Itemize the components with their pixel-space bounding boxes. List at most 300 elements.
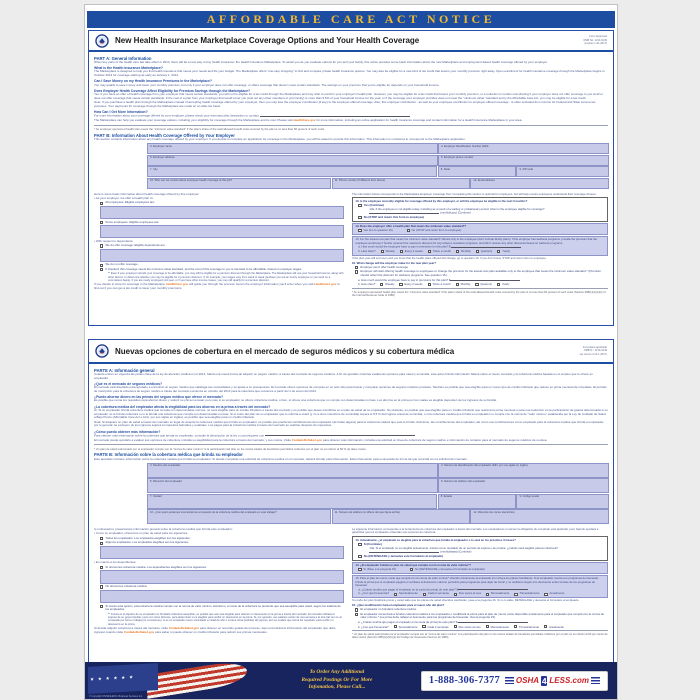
phone-number: 1-888-306-7377 [428, 675, 500, 686]
field-label: 11. Phone number (if different from above) [334, 179, 386, 183]
checkbox-monthly[interactable] [456, 283, 459, 286]
text: to find out if you can get a tax credit to lower your monthly premiums. [94, 282, 340, 291]
freq-option [486, 592, 509, 595]
order-call-line: Infomation, Please Call... [308, 684, 366, 691]
q16b-row [358, 625, 608, 629]
subheading-cobertura-empleador: ¿La cobertura médica del empleador afecta la elegibilidad para los ahorros en la prima a través del mercado? [94, 404, 271, 409]
english-header [89, 31, 613, 52]
checkbox-label: If checked, this coverage meets the minimum value standard, and the cost of this coverage to you is intended to be affordable, based on employer wages. [105, 266, 303, 271]
part-b-intro: This section contains information about any health coverage offered by your employer. If you decide to complete an application for coverage in the Marketplace, you will be asked to provide this information. This information is numbered to correspond to the Marketplace application. [94, 137, 466, 142]
text: will guide you through the process. Here's the employer information you'll enter when you visit [189, 282, 314, 287]
freq-option [497, 282, 510, 286]
english-section [88, 30, 614, 326]
question-13: 13. Actualmente, ¿el empleado es elegible para la cobertura que brinda el empleador o lo será en los próximos 3 meses? [355, 537, 516, 542]
question-15-box [352, 236, 608, 256]
text: El mercado puede ayudarlo a evaluar sus opciones de cobertura, incluida su elegibilidad para la cobertura a través del mercado, y sus costos. Visite [94, 437, 292, 442]
field-employer-address[interactable] [147, 478, 438, 493]
dependents-line: • With respect to dependents: [94, 238, 134, 243]
question-16-block [352, 261, 608, 286]
field-label: 10. Who can we contact about employee health coverage at this job? [150, 179, 233, 183]
left-column-es [94, 528, 344, 640]
checkbox-row-minimum-value [100, 268, 344, 271]
freq-option [381, 250, 395, 253]
omb-number: OMB No. 1210-0149 [583, 38, 607, 42]
cuidadodesalud-gov-link[interactable]: CuidadoDeSalud.gov [168, 626, 200, 631]
checkbox-some-employees[interactable] [100, 542, 103, 545]
q14-yes-option [358, 568, 396, 571]
premium-amount-blank[interactable] [458, 621, 528, 624]
parte-a-spanish [89, 364, 613, 461]
form-approval-block [583, 35, 607, 45]
checkbox-quarterly[interactable] [514, 625, 517, 628]
cuidadodesalud-gov-link[interactable]: CuidadoDeSalud.gov [124, 629, 155, 634]
field-label: 4. Employer Identification Number (EIN) [440, 144, 489, 148]
q13a-date-blank[interactable] [369, 550, 439, 553]
footer-bar [85, 662, 617, 699]
checkbox-quarterly[interactable] [475, 283, 478, 286]
field-label: 9. Código postal [519, 495, 539, 499]
q13a-date-blank[interactable] [369, 211, 439, 214]
checkbox-every-2-weeks[interactable] [422, 625, 425, 628]
question-14-box [352, 223, 608, 235]
note-paragraph: Nota: Si adquiere un plan de salud a través del mercado en lugar de aceptar la cobertura médica que brinda su empleador, es posible que pierda las contribuciones del empleador (de haber alguna) para la cobertura médica que este le brinda. Asimismo, las contribuciones del empleador, así como sus contribuciones como empleado para la cobertura médica que brinda el empleador, por lo general, se excluyen de los ingresos sujetos a impuestos federales y estatales. Los pagos para la cobertura médica a través del mercado se realizan después de impuestos. [94, 419, 605, 428]
plan-year-note: Si el año del plan finalizará pronto y usted sabe que los planes de salud ofrecidos cambiarán, pase a la pregunta 16. Si no lo sabe, DETÉNGASE y devuelva el formulario al empleado. [352, 598, 580, 603]
checkbox-q14-no[interactable] [410, 568, 413, 571]
question-15: 15. For the lowest-cost plan that meets the minimum value standard* offered only to the employee (don't include family plans): If the employer has wellness programs, provide the premium that the employee would pay if he/she received the maximum discount for any tobacco cessation programs, and didn't receive any other discounts based on wellness programs. [355, 237, 597, 245]
checkbox-dep-offer[interactable] [100, 566, 103, 569]
option-label: Yes (Continue) [363, 202, 385, 207]
logo-bars-icon [505, 677, 514, 684]
text: for more information, including an online application for health insurance coverage and contact information for a Health Insurance Marketplace in your area. [316, 118, 523, 123]
expires-line: (expires 1-31-2017) [584, 42, 607, 46]
premium-amount-blank[interactable] [451, 245, 521, 248]
q16-option-2 [355, 613, 608, 620]
text: para obtener más información, incluida una solicitud en línea de cobertura de seguro médico e información de contacto para el mercado de seguros médicos de su área. [322, 437, 548, 442]
field-state[interactable] [438, 166, 516, 177]
field-zip[interactable] [516, 166, 608, 177]
field-employer-address[interactable] [147, 155, 438, 166]
osha4less-logo [505, 676, 600, 686]
freq-option [399, 282, 422, 286]
freq-option [486, 625, 509, 629]
field-email[interactable] [470, 178, 608, 189]
checkbox-weekly[interactable] [380, 283, 383, 286]
field-state[interactable] [438, 494, 516, 509]
option-label: Quarterly [480, 249, 493, 253]
q13a-block [369, 208, 604, 215]
divider [94, 444, 608, 445]
healthcare-gov-link[interactable]: HealthCare.gov [166, 282, 189, 287]
checkbox-dep-offer[interactable] [100, 244, 103, 247]
field-contact-phone[interactable] [332, 178, 470, 189]
text: b. ¿Con qué frecuencia? [358, 624, 389, 629]
freq-option [380, 282, 394, 286]
option-label: Sí (Pase a la pregunta 15) [363, 567, 397, 572]
text: para saber si puede obtener un crédito tributario para reducir sus primas mensuales. [155, 629, 268, 634]
text: The Marketplace can help you evaluate your coverage options, including your eligibility for coverage through the Marketplace and its cost. Please visit [94, 118, 293, 123]
field-label: 6. Employer phone number [440, 156, 474, 160]
field-label: 5. Employer address [150, 156, 175, 160]
q13-no-row [358, 216, 604, 219]
dependents-line: • En cuanto a los dependientes: [94, 559, 137, 564]
q14-yes-option [358, 229, 392, 232]
checkbox-monthly[interactable] [456, 250, 459, 253]
option-label: Yearly [501, 282, 510, 287]
checkbox-quarterly[interactable] [514, 593, 517, 596]
field-ein[interactable] [438, 143, 609, 154]
q14-no-option [407, 229, 462, 232]
checkbox-q14-yes[interactable] [358, 229, 361, 232]
field-label: 7. City [150, 167, 158, 171]
freq-option [428, 282, 451, 286]
order-call-line: Required Postings Or For More [301, 676, 373, 683]
paragraph: The Marketplace is designed to help you find health insurance that meets your needs and fits your budget. The Marketplace offers "one-stop shopping" to find and compare private health insurance options. You may also be eligible for a new kind of tax credit that lowers your monthly premium right away. Open enrollment for health insurance coverage through the Marketplace begins in October 2013 for coverage starting as early as January 1, 2014. [94, 69, 605, 78]
form-approved-line: Formulario aprobado [582, 345, 607, 349]
table-row [147, 143, 609, 154]
option-label: Yearly [502, 249, 510, 253]
field-contact[interactable] [147, 178, 331, 189]
text: Si decide adquirir cobertura a través del mercado, visite [94, 626, 169, 631]
q14-options [358, 229, 604, 232]
option-label: Quarterly [480, 282, 492, 287]
option-label: Employer will start offering health coverage to employees or change the premium for the lowest-cost plan available only to the employee that meets the minimum value standard.* (Premium should reflect the discount for wellness programs. See question 15.) [360, 269, 602, 277]
shop-note [94, 283, 344, 291]
checkbox-every-2-weeks[interactable] [399, 283, 402, 286]
checkbox-yearly[interactable] [544, 625, 547, 628]
checkbox-some-employees[interactable] [100, 221, 103, 224]
checkbox-twice-a-month[interactable] [454, 625, 457, 628]
text: (mm/dd/aaaa) (Continúe) [440, 549, 472, 554]
freq-option [497, 250, 510, 253]
checkbox-row-all-employees [100, 201, 344, 204]
healthcare-gov-link[interactable]: HealthCare.gov [293, 118, 316, 123]
freq-option [394, 592, 418, 595]
field-city[interactable] [147, 494, 437, 509]
coverage-tool-note: The information below corresponds to the Marketplace Employer Coverage Tool. Completing this section is optional for employers, but will help ensure employees understand their coverage choices. [352, 191, 597, 196]
checkbox-q13-yes[interactable] [358, 204, 361, 207]
premium-amount-blank[interactable] [458, 588, 528, 591]
checkbox-dep-none[interactable] [100, 264, 103, 267]
text: para obtener un recorrido guiado del proceso. Aquí encontrará la información del empleador que debe ingresar cuando visite [94, 626, 336, 634]
expires-line: (se vence el 31-1-2017) [579, 352, 607, 356]
q16a-row [358, 278, 608, 282]
checkbox-row-dep-offer [100, 566, 344, 569]
table-row [147, 154, 609, 165]
q15a-row [358, 588, 604, 592]
option-label: Sí (Continúe) [363, 541, 382, 546]
field-contact-phone[interactable] [332, 509, 470, 524]
checkbox-label: All employees. Eligible employees are: [105, 200, 155, 205]
checkbox-q16-no-coverage[interactable] [355, 608, 358, 611]
q16a-row [358, 620, 608, 624]
option-label: Anualmente [549, 591, 565, 596]
field-employer-name[interactable] [147, 463, 438, 478]
eligible-employees-textarea[interactable] [100, 206, 344, 219]
checkbox-twice-a-month[interactable] [428, 250, 431, 253]
logo-text: LESS.com [549, 676, 589, 685]
option-label: Monthly [460, 249, 471, 253]
text: 13a. Si el empleado no es elegible actualmente, incluso como resultado de un período de espera o de prueba, ¿cuándo será elegible para la cobertura? [369, 545, 558, 550]
minimum-value-note: * An employer-sponsored health plan meets the "minimum value standard" if the plan's share of the total allowed benefit costs covered by the plan is no less than 60 percent of such costs. [94, 127, 326, 132]
parte-a-intro: Cuando entren en vigencia las partes clave de la ley de atención médica en el 2014, habrá una nueva forma de adquirir un seguro médico: a través del mercado de seguros médicos. A fin de ayudarlo mientras evalúa las opciones para usted y su familia, este aviso brinda información básica sobre el nuevo mercado y la cobertura médica basada en el empleo que le ofrece su empleador. [94, 371, 593, 380]
spanish-section [88, 339, 614, 663]
english-title: New Health Insurance Marketplace Coverage Options and Your Health Coverage [115, 36, 420, 45]
divider [352, 288, 608, 289]
checkbox-twice-a-month[interactable] [428, 283, 431, 286]
healthcare-gov-link[interactable]: HealthCare.gov [314, 282, 337, 287]
eligible-employees-textarea[interactable] [100, 546, 344, 560]
q14-options [358, 568, 604, 571]
option-label: Monthly [460, 282, 471, 287]
subheading-employer-coverage: Does Employer Health Coverage Affect Eligibility for Premium Savings through the Marketplace? [94, 88, 251, 93]
order-call-line: To Order Any Additional [309, 669, 365, 676]
offer-line: • As your employer, we offer a health plan to: [94, 195, 154, 200]
affordability-footnote: ** Incluso si el objetivo de su empleador es brindarle cobertura asequible, es posible que aún sea elegible para obtener un descuento en la prima a través del mercado. El mercado utilizará el ingreso de su grupo familiar, junto con otros factores, para determinar si es elegible para recibir un descuento en la prima. Si, por ejemplo, sus salarios varían de una semana a la otra (tal vez es un empleado por hora o trabaja por comisiones), si es un empleado nuevo contratado a mitad de año o si tiene otras pérdidas de ingreso, aún es posible que reúna los requisitos para recibir un descuento en la prima. [108, 612, 343, 626]
eligible-employees-textarea[interactable] [100, 225, 344, 238]
q16b-row [358, 282, 608, 286]
text: If you decide to shop for coverage in the Marketplace, [94, 282, 166, 287]
checkbox-q13-no[interactable] [358, 555, 361, 558]
field-ein[interactable] [438, 463, 609, 478]
question-16: 16. ¿Qué modificación hará el empleador para el nuevo año del plan? [352, 603, 445, 608]
freq-option [423, 592, 449, 595]
freq-option [475, 282, 492, 286]
premium-amount-blank[interactable] [450, 278, 520, 281]
question-13-box [352, 536, 608, 560]
option-label: Weekly [385, 249, 395, 253]
parte-a-heading: PARTE A: Información general [94, 367, 155, 373]
question-16-block [352, 603, 608, 628]
divider [352, 630, 608, 631]
option-label: Yes (Go to question 15) [363, 228, 393, 233]
checkbox-every-2-weeks[interactable] [400, 250, 403, 253]
omb-number: OMB N.º 1210-0149 [583, 349, 607, 353]
table-row [147, 509, 609, 524]
eligible-dependents-textarea[interactable] [100, 249, 344, 262]
table-row [147, 166, 609, 177]
option-label: No (STOP and return form to employee) [411, 228, 462, 233]
eligible-dependents-textarea[interactable] [100, 570, 344, 584]
option-label: Twice a month [432, 282, 451, 287]
text: a. ¿Cuánto tendría que pagar el empleado en la cuota (la prima) de este plan? $ [358, 620, 458, 625]
checkbox-q16-change[interactable] [355, 613, 358, 616]
text: b. How often? [358, 282, 376, 287]
dol-seal-icon [95, 344, 109, 358]
parte-b-heading: PARTE B: Información sobre la cobertura médica que brinda su empleador [94, 452, 243, 458]
parte-b-columns-es [89, 526, 613, 640]
contact-write-in[interactable] [260, 114, 410, 117]
shop-note [94, 627, 344, 635]
basic-info-line: Here is some basic information about health coverage offered by this employer: [94, 191, 200, 196]
paragraph: El mercado está diseñado para ayudarlo a encontrar un seguro médico que satisfaga sus necesidades y se ajuste a su presupuesto. El mercado ofrece opciones de compras en un solo sitio para buscar y comparar opciones de seguros médicos privados. También es posible que sea elegible para un nuevo tipo de crédito tributario que reduce su prima mensual de inmediato. El período de inscripción para la cobertura de seguro médico a través del mercado comienza en octubre del 2013 para la cobertura que comience a partir del 1 de enero del 2014. [94, 385, 607, 393]
question-14-box [352, 562, 608, 574]
text: (mm/dd/yyyy) (Continue) [440, 210, 471, 215]
checkbox-row-dep-none [100, 585, 344, 588]
checkbox-twice-a-month[interactable] [454, 593, 457, 596]
checkbox-label: We do offer coverage. Eligible dependents are: [105, 243, 166, 248]
checkbox-minimum-value[interactable] [100, 268, 103, 271]
question-13: 13. Is the employee currently eligible for coverage offered by this employer, or will the employee be eligible in the next 3 months? [355, 198, 528, 203]
freq-option [476, 250, 493, 253]
checkbox-yearly[interactable] [497, 250, 500, 253]
text: a. How much would the employee have to pay in premiums for this plan? $ [358, 245, 451, 250]
part-a-english [89, 52, 613, 142]
field-label: 4. Número de identificación del empleador (EIN, por sus siglas en inglés) [440, 464, 528, 468]
option-label: Semanalmente [398, 624, 418, 629]
field-label: 11. Número de teléfono (si difiere del que figura arriba) [334, 510, 400, 514]
checkbox-label: Si marca esta opción, esta cobertura médica cumple con la norma de valor mínimo. Asimismo, el costo de la cobertura se pretende que sea asequible para usted, según los salarios de los empleados. [105, 603, 341, 612]
q16-option-2 [355, 270, 608, 277]
coverage-tool-note: La siguiente información corresponde a la herramienta de cobertura del empleador a través del mercado. Los empleadores no tienen la obligación de completar este apartado, pero hacerlo ayudará a garantizar que los empleados entiendan sus opciones de cobertura. [352, 527, 599, 535]
option-label: No (DETÉNGASE y devuelva el formulario al empleado) [415, 567, 485, 572]
checkbox-q16-change[interactable] [355, 270, 358, 273]
subheading-ahorrar: ¿Puedo ahorrar dinero en las primas del seguro médico que ofrece el mercado? [94, 395, 224, 400]
question-15: 15. Para el plan de menor costo que cumpla con la norma de valor mínimo* ofrecido únicamente al empleado (no incluya los planes familiares): Si el empleador cuenta con programas de bienestar, brinde la prima que el empleado pagaría si recibiera el descuento máximo permitido para programas para dejar de fumar y no recibiera ningún otro descuento sobre la base de los programas de bienestar. [355, 576, 599, 587]
notes-textarea[interactable] [100, 590, 344, 604]
checkbox-label: We do not offer coverage. [105, 262, 139, 267]
checkbox-row-minimum-value [100, 605, 344, 612]
table-row [147, 462, 609, 477]
checkbox-weekly[interactable] [394, 593, 397, 596]
cuidadodesalud-gov-link[interactable]: CuidadoDeSalud.gov [291, 437, 323, 442]
question-16: 16. What change will the employer make for the new plan year? [352, 261, 436, 266]
checkbox-row-some-employees [100, 221, 344, 224]
checkbox-monthly[interactable] [486, 625, 489, 628]
q14-no-option [410, 568, 485, 571]
checkbox-all-employees[interactable] [100, 537, 103, 540]
checkbox-dep-none[interactable] [100, 585, 103, 588]
freq-option [456, 250, 471, 253]
table-row [147, 493, 609, 508]
option-label: Every 2 weeks [404, 282, 423, 287]
checkbox-monthly[interactable] [486, 593, 489, 596]
freq-option [400, 250, 423, 253]
checkbox-q14-no[interactable] [407, 229, 410, 232]
employer-info-table-es [147, 462, 609, 524]
minimum-value-footnote: * Un plan de salud patrocinado por el empleador cumple con la "norma de valor mínimo" si la participación del plan en los costos totales de beneficios permitidos cubiertos por el plan no es inferior al 60 por ciento de tales costos (Sección 36B(c)(2)(C)(ii) del Código de Impuestos Internos de 1986). [352, 632, 608, 639]
marketplace-info-line [94, 439, 608, 443]
divider [94, 125, 608, 126]
part-a-intro: When key parts of the health care law take effect in 2014, there will be a new way to buy health insurance: the Health Insurance Marketplace. To assist you as you evaluate options for you and your family, this notice provides some basic information about the new Marketplace and employment-based health coverage offered by your employer. [94, 59, 548, 64]
checkbox-q13-no[interactable] [358, 216, 361, 219]
contact-write-in[interactable] [265, 434, 415, 437]
part-b-columns-en [89, 191, 613, 298]
field-zip[interactable] [516, 494, 608, 509]
right-column-en [352, 193, 608, 298]
checkbox-q13-yes[interactable] [358, 543, 361, 546]
option-label: Twice a month [432, 249, 451, 253]
field-label: 8. Estado [440, 495, 453, 499]
checkbox-minimum-value[interactable] [100, 605, 103, 608]
option-label: Semanalmente [399, 591, 418, 596]
field-label: 8. State [440, 167, 450, 171]
field-label: 5. Dirección del empleador [150, 479, 182, 483]
option-label: Employer won't offer health coverage [360, 264, 408, 269]
checkbox-label: Todos los empleados. Los empleados elegibles son los siguientes: [105, 535, 191, 540]
field-employer-name[interactable] [147, 143, 438, 154]
aca-notice-poster [84, 4, 618, 700]
question-13-box [352, 197, 608, 221]
field-contact[interactable] [147, 509, 331, 524]
offer-line: • Como su empleador, ofrecemos un plan de salud para los siguientes: [94, 531, 188, 536]
text: 13a. If the employee is not eligible today, including as a result of a waiting or probationary period, when is the employee eligible for coverage? [369, 206, 545, 211]
checkbox-row-some-employees [100, 541, 344, 544]
option-label: Weekly [385, 282, 395, 287]
q15b-row [358, 250, 604, 253]
field-employer-phone[interactable] [438, 478, 609, 493]
form-approved-line: Form Approved [589, 35, 607, 39]
option-label: Cada 2 semanas [427, 591, 449, 596]
field-email[interactable] [470, 509, 608, 524]
text: a. How much would the employee have to pay in premiums for this plan? $ [358, 277, 451, 282]
option-label: Anualmente [549, 624, 564, 629]
option-label: Every 2 weeks [404, 249, 423, 253]
spanish-title: Nuevas opciones de cobertura en el mercado de seguros médicos y su cobertura médica [115, 346, 455, 356]
form-approval-block [580, 346, 607, 356]
subheading-more-info: How Can I Get More Information? [94, 110, 148, 115]
field-label: 3. Employer name [150, 144, 172, 148]
checkbox-label: Some employees. Eligible employees are: [105, 219, 160, 224]
checkbox-every-2-weeks[interactable] [423, 593, 426, 596]
contact-text: For more information about your coverage offered by your employer, please check your summary plan description or contact [94, 113, 259, 118]
field-label: 12. Email address [473, 179, 495, 183]
checkbox-q14-yes[interactable] [358, 568, 361, 571]
checkbox-label: Algunos empleados. Los empleados elegibles son los siguientes: [105, 540, 189, 545]
option-label: No (DETÉNGASE y devuelva este formulario al empleado) [363, 553, 444, 558]
option-label: Dos veces al mes [458, 624, 481, 629]
poster-banner: AFFORDABLE CARE ACT NOTICE [87, 11, 615, 28]
subheading-marketplace: What is the Health Insurance Marketplace? [94, 66, 163, 71]
text: a. ¿Cuánto tendría que pagar el empleado en la cuota (la prima) de este plan? $ [358, 587, 459, 592]
freq-option [422, 625, 448, 629]
option-label: Mensualmente [490, 624, 509, 629]
checkbox-yearly[interactable] [544, 593, 547, 596]
checkbox-weekly[interactable] [394, 625, 397, 628]
field-label: 3. Nombre del empleador [150, 464, 181, 468]
checkbox-weekly[interactable] [381, 250, 384, 253]
freq-option [544, 625, 564, 629]
basic-info-line: A continuación, presentamos información general sobre la cobertura médica que brinda este empleador: [94, 527, 233, 531]
freq-option [514, 625, 539, 629]
freq-option [456, 282, 471, 286]
parte-b-intro: Este apartado contiene información sobre la cobertura médica que brinda su empleador. Si decide completar una solicitud de cobertura médica en el mercado, deberá brindar esta información. Esta información está enumerada de forma tal que coincida con la solicitud del mercado. [94, 456, 468, 461]
checkbox-quarterly[interactable] [476, 250, 479, 253]
field-employer-phone[interactable] [438, 155, 609, 166]
checkbox-label: No ofrecemos cobertura médica. [105, 584, 148, 589]
text: b. How often? [358, 249, 376, 253]
freq-option [454, 625, 481, 629]
option-label: No (STOP and return this form to employee) [363, 214, 425, 219]
flag-stripes-icon [147, 662, 248, 699]
paragraph: Es posible que reúna los requisitos para ahorrar dinero y reducir su prima mensual, pero solo si su empleador no ofrece cobertura médica, o bien, si ofrece una cobertura que no cumple con determinadas normas. Los ahorros en la prima por los cuales es elegible dependen de los ingresos de su familia. [94, 398, 497, 403]
subheading-save-money: Can I Save Money on my Health Insurance Premiums in the Marketplace? [94, 79, 212, 84]
minimum-value-footnote: * An employer-sponsored health plan meets the "minimum value standard" if the plan's share of the total allowed benefit costs covered by the plan is no less than 60 percent of such costs (Section 36B(c)(2)(C)(ii) of the Internal Revenue Code of 1986) [352, 290, 606, 297]
contact-text: Para obtener más información sobre la cobertura que brinda su empleador, consulte la descripción de la ley o comuníquese con [94, 433, 265, 438]
employer-info-table-en [147, 143, 609, 189]
logo-text: OSHA [515, 676, 540, 685]
checkbox-yearly[interactable] [497, 283, 500, 286]
option-label: El empleador comenzará a brindar cobertura médica a los empleados o modificará la prima para el plan de menor costo disponible únicamente para el empleado que cumpla con la norma de valor mínimo.* (La prima debe reflejar el descuento para los programas de bienestar. Vea la pregunta 15). [360, 611, 604, 620]
us-flag-graphic [85, 662, 253, 699]
field-city[interactable] [147, 166, 437, 177]
field-label: 6. Número de teléfono del empleador [440, 479, 486, 483]
subheading-mercado: ¿Qué es el mercado de seguros médicos? [94, 381, 163, 386]
checkbox-all-employees[interactable] [100, 202, 103, 205]
question-14: 14. ¿El empleador brinda un plan de salud que cumpla con la norma de valor mínimo*? [355, 563, 472, 568]
checkbox-q16-no-coverage[interactable] [355, 266, 358, 269]
q13-no-row [358, 555, 604, 558]
order-call-text [253, 669, 421, 692]
